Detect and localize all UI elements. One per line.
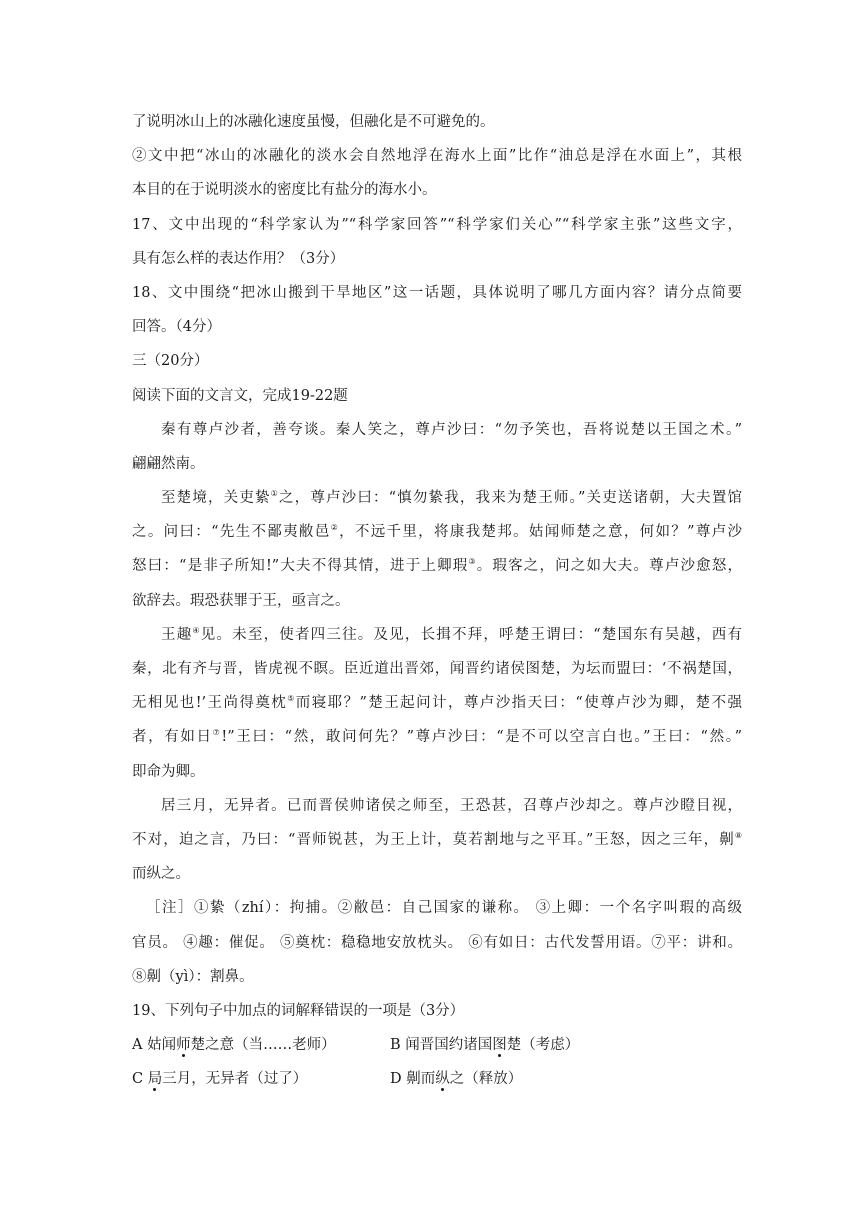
passage-line: 至楚境，关吏絷①之，尊卢沙曰：“慎勿絷我，我来为楚王师。”关吏送诸朝，大夫置馆 xyxy=(161,489,742,507)
footnote-mark: ① xyxy=(270,489,279,499)
passage-line: 欲辞去。瑕恐获罪于王，亟言之。 xyxy=(132,592,350,609)
passage-line: 即命为卿。 xyxy=(132,763,205,780)
passage-line: 居三月，无异者。已而晋侯帅诸侯之师至，王恐甚，召尊卢沙却之。尊卢沙瞪目视， xyxy=(161,797,742,814)
footnote-mark: ④ xyxy=(192,625,201,635)
dotted-word: 纵 xyxy=(435,1071,450,1088)
option-a: A 姑闻师楚之意（当……老师） xyxy=(132,1037,336,1054)
option-d: D 劓而纵之（释放） xyxy=(390,1071,523,1088)
question-18-cont: 回答。（4分） xyxy=(132,319,221,336)
question-17: 17、文中出现的“科学家认为”“科学家回答”“科学家们关心”“科学家主张”这些文字， xyxy=(132,216,742,233)
footnote-mark: ⑤ xyxy=(287,694,296,704)
passage-line: 翩翩然南。 xyxy=(132,455,205,472)
passage-line: 之。问曰：“先生不鄙夷敝邑②，不远千里，将康我楚邦。姑闻师楚之意，何如？”尊卢沙 xyxy=(132,523,742,541)
option-c: C 局三月，无异者（过了） xyxy=(132,1071,308,1088)
dotted-word: 师 xyxy=(176,1037,191,1054)
passage-line: 王趣④见。未至，使者四三往。及见，长揖不拜，呼楚王谓曰：“楚国东有吴越，西有 xyxy=(161,625,742,643)
annotation-line: ［注］①絷（zhí）：拘捕。②敝邑：自己国家的谦称。 ③上卿：一个名字叫瑕的高级 xyxy=(146,900,742,917)
footnote-mark: ⑧ xyxy=(734,830,742,840)
footnote-mark: ② xyxy=(330,523,340,533)
footnote-mark: ⑦ xyxy=(212,728,222,738)
reading-instruction: 阅读下面的文言文，完成19-22题 xyxy=(132,387,348,404)
passage-line: 者，有如日⑦!”王曰：“然，敢问何先？”尊卢沙曰：“是不可以空言白也。”王曰：“然。” xyxy=(132,728,742,746)
options-row xyxy=(132,1028,742,1062)
question-19: 19、下列句子中加点的词解释错误的一项是（3分） xyxy=(132,1002,465,1019)
annotation-line: ⑧劓（yì）：割鼻。 xyxy=(132,968,254,985)
document-body xyxy=(132,105,742,1096)
option-b: B 闻晋国约诸国图楚（考虑） xyxy=(390,1037,580,1054)
options-row xyxy=(132,1062,742,1096)
passage-line: 秦有尊卢沙者，善夸谈。秦人笑之，尊卢沙曰：“勿予笑也，吾将说楚以王国之术。” xyxy=(161,421,742,438)
passage-line: 而纵之。 xyxy=(132,866,190,883)
passage-line: 怒曰：“是非子所知!”大夫不得其情，进于上卿瑕③。瑕客之，问之如大夫。尊卢沙愈怒， xyxy=(132,557,742,575)
text-line: 本目的在于说明淡水的密度比有盐分的海水小。 xyxy=(132,182,437,199)
dotted-word: 图 xyxy=(492,1037,507,1054)
section-heading: 三（20分） xyxy=(132,353,209,370)
text-line: 了说明冰山上的冰融化速度虽慢，但融化是不可避免的。 xyxy=(132,114,495,130)
text-line: ②文中把“冰山的冰融化的淡水会自然地浮在海水上面”比作“油总是浮在水面上”，其根 xyxy=(132,148,742,165)
annotation-line: 官员。 ④趣：催促。 ⑤奠枕：稳稳地安放枕头。 ⑥有如日：古代发誓用语。⑦平：讲和。 xyxy=(132,934,742,951)
question-17-cont: 具有怎么样的表达作用？（3分） xyxy=(132,250,345,267)
question-18: 18、文中围绕“把冰山搬到干旱地区”这一话题，具体说明了哪几方面内容？请分点简要 xyxy=(132,284,742,301)
dotted-word: 局 xyxy=(147,1071,163,1088)
passage-line: 无相见也!’王尚得奠枕⑤而寝耶？”楚王起问计，尊卢沙指天曰：“使尊卢沙为卿，楚不强 xyxy=(132,694,742,712)
passage-line: 秦，北有齐与晋，皆虎视不瞑。臣近道出晋郊，闻晋约诸侯图楚，为坛而盟曰：‘不祸楚国， xyxy=(132,661,742,677)
passage-line: 不对，迫之言，乃曰：“晋师锐甚，为王上计，莫若割地与之平耳。”王怒，因之三年，劓⑧ xyxy=(132,830,742,848)
footnote-mark: ③ xyxy=(468,557,477,567)
